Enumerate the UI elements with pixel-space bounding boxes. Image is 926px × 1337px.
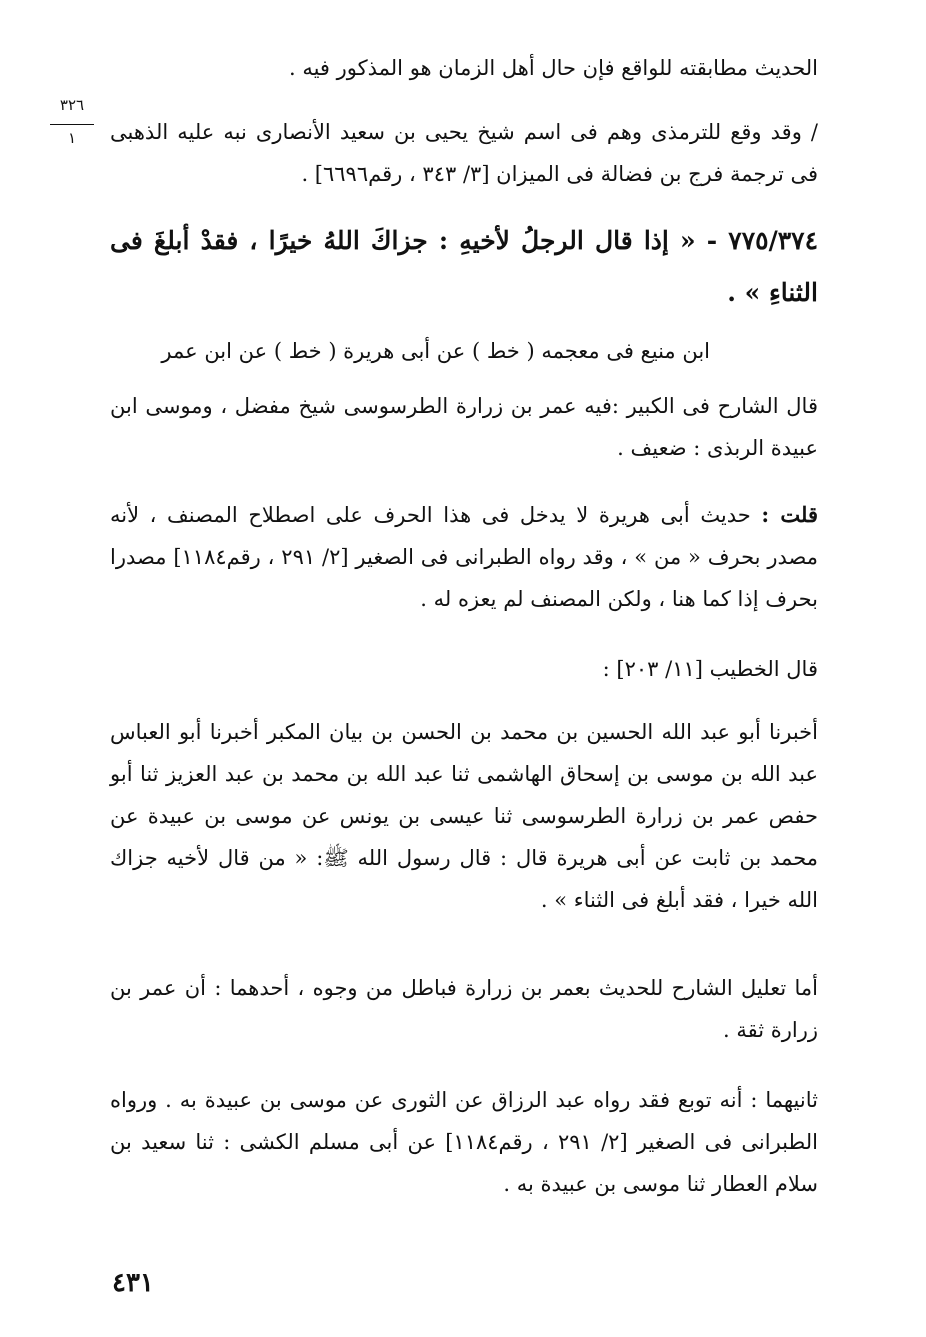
margin-divider — [50, 124, 94, 125]
paragraph-refutation: أما تعليل الشارح للحديث بعمر بن زرارة فباطل من وجوه ، أحدهما : أن عمر بن زرارة ثقة . — [110, 976, 818, 1042]
paragraph-qultu — [110, 494, 818, 620]
paragraph-1: الحديث مطابقته للواقع فإن حال أهل الزمان هو المذكور فيه . — [288, 56, 818, 80]
paragraph-khatib: قال الخطيب [١١/ ٢٠٣] : — [602, 657, 818, 681]
qultu-label: قلت : — [761, 502, 818, 527]
hadith-heading: ٧٧٥/٣٧٤ - « إذا قال الرجلُ لأخيهِ : جزاكَ اللهُ خيرًا ، فقدْ أبلغَ فى الثناءِ » . — [110, 226, 818, 307]
paragraph-commentary: قال الشارح فى الكبير :فيه عمر بن زرارة الطرسوسى شيخ مفضل ، وموسى ابن عبيدة الربذى : ضعيف . — [110, 394, 818, 460]
qultu-text: حديث أبى هريرة لا يدخل فى هذا الحرف على اصطلاح المصنف ، لأنه مصدر بحرف « من » ، وقد رواه الطبرانى فى الصغير [٢/ ٢٩١ ، رقم١١٨٤] مصدرا بحرف إذا كما هنا ، ولكن المصنف لم يعزه له . — [110, 503, 818, 611]
margin-page-number: ١ — [67, 129, 77, 147]
paragraph-isnad: أخبرنا أبو عبد الله الحسين بن محمد بن الحسن بن بيان المكبر أخبرنا أبو العباس عبد الله بن موسى بن إسحاق الهاشمى ثنا عبد الله بن محمد بن عبد العزيز ثنا أبو حفص عمر بن زرارة الطرسوسى ثنا عيسى بن يونس عن موسى بن عبيدة عن محمد بن ثابت عن أبى هريرة قال : قال رسول الله ﷺ: « من قال لأخيه جزاك الله خيرا ، فقد أبلغ فى الثناء » . — [110, 720, 818, 912]
margin-reference — [48, 96, 96, 147]
paragraph-2: / وقد وقع للترمذى وهم فى اسم شيخ يحيى بن سعيد الأنصارى نبه عليه الذهبى فى ترجمة فرج بن فضالة فى الميزان [٣/ ٣٤٣ ، رقم٦٦٩٦] . — [110, 120, 818, 186]
hadith-source: ابن منيع فى معجمه ( خط ) عن أبى هريرة ( خط ) عن ابن عمر — [161, 339, 710, 363]
paragraph-second-point: ثانيهما : أنه توبع فقد رواه عبد الرزاق عن الثورى عن موسى بن عبيدة به . ورواه الطبرانى فى الصغير [٢/ ٢٩١ ، رقم١١٨٤] عن أبى مسلم الكشى : ثنا سعيد بن سلام العطار ثنا موسى بن عبيدة به . — [110, 1088, 818, 1196]
margin-volume-number: ٣٢٦ — [59, 96, 85, 114]
page-number: ٤٣١ — [112, 1268, 154, 1298]
